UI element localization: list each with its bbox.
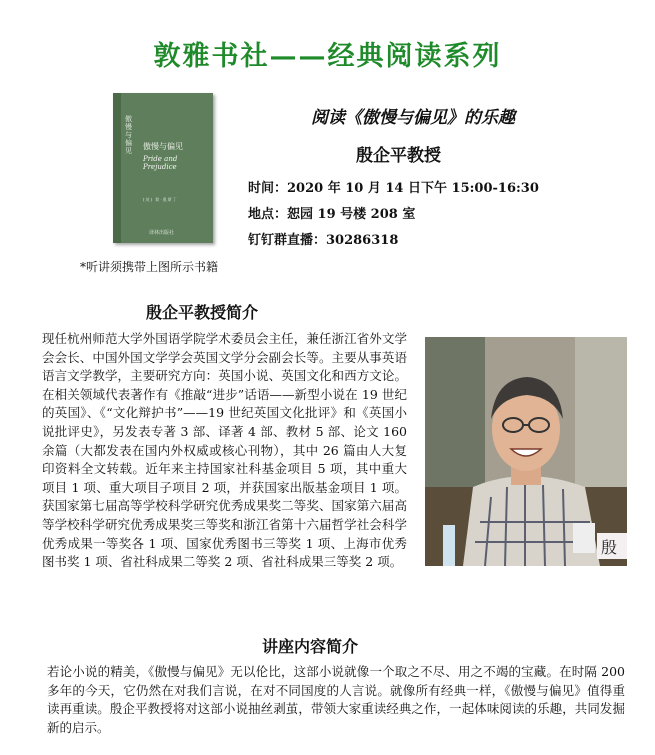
speaker-name: 殷企平教授: [356, 146, 441, 166]
book-author: [英] 简·奥斯丁: [143, 197, 178, 202]
book-cover-image: [113, 93, 213, 243]
book-spine: [113, 93, 121, 243]
book-note: *听讲须携带上图所示书籍: [80, 260, 219, 274]
series-title: 敦雅书社——经典阅读系列: [153, 41, 502, 72]
book-vertical-title: 傲慢与偏见: [125, 115, 132, 155]
lecture-time: 时间：2020 年 10 月 14 日下午 15:00-16:30: [248, 181, 539, 196]
lecture-title: 阅读《傲慢与偏见》的乐趣: [311, 108, 515, 128]
bio-text: 现任杭州师范大学外国语学院学术委员会主任，兼任浙江省外文学会会长、中国外国文学学会英国文学分会副会长等。主要从事英语语言文学教学，主要研究方向：英国小说、英国文化和西方文论。在相关领域代表著作有《推敲“进步”话语——新型小说在 19 世纪的英国》、《“文化辩护书”——19 世纪英国文化批评》和《英国小说批评史》，另发表专著 3 部、译著 4 部、教材 5 部、论文 160 余篇（大都发表在国内外权威或核心刊物），其中 26 篇由人大复印资料全文转载。近年来主持国家社科基金项目 5 项，其中重大项目 1 项、重大项目子项目 2 项，并获国家出版基金项目 1 项。获国家第七届高等学校科学研究优秀成果奖二等奖、国家第六届高等学校科学研究优秀成果奖三等奖和浙江省第十六届哲学社会科学优秀成果一等奖各 1 项、国家优秀图书三等奖 1 项、上海市优秀图书奖 1 项、省社科成果二等奖 2 项、省社科成果三等奖 2 项。: [42, 331, 407, 570]
lecture-place: 地点：恕园 19 号楼 208 室: [248, 207, 416, 222]
bio-heading: 殷企平教授简介: [146, 303, 259, 322]
book-title-cn: 傲慢与偏见: [143, 142, 183, 151]
book-publisher: 译林出版社: [149, 230, 175, 236]
lecture-live: 钉钉群直播：30286318: [248, 233, 399, 248]
nameplate-text: 殷: [601, 538, 618, 557]
book-title-en: Pride and Prejudice: [143, 155, 178, 171]
content-text: 若论小说的精美，《傲慢与偏见》无以伦比，这部小说就像一个取之不尽、用之不竭的宝藏。在时隔 200 多年的今天，它仍然在对我们言说，在对不同国度的人言说。就像所有经典一样，《傲慢与偏见》值得重读再重读。殷企平教授将对这部小说抽丝剥茧，带领大家重读经典之作，一起体味阅读的乐趣，共同发掘新的启示。: [47, 664, 625, 735]
speaker-photo: [425, 337, 627, 566]
content-heading: 讲座内容简介: [262, 637, 359, 656]
